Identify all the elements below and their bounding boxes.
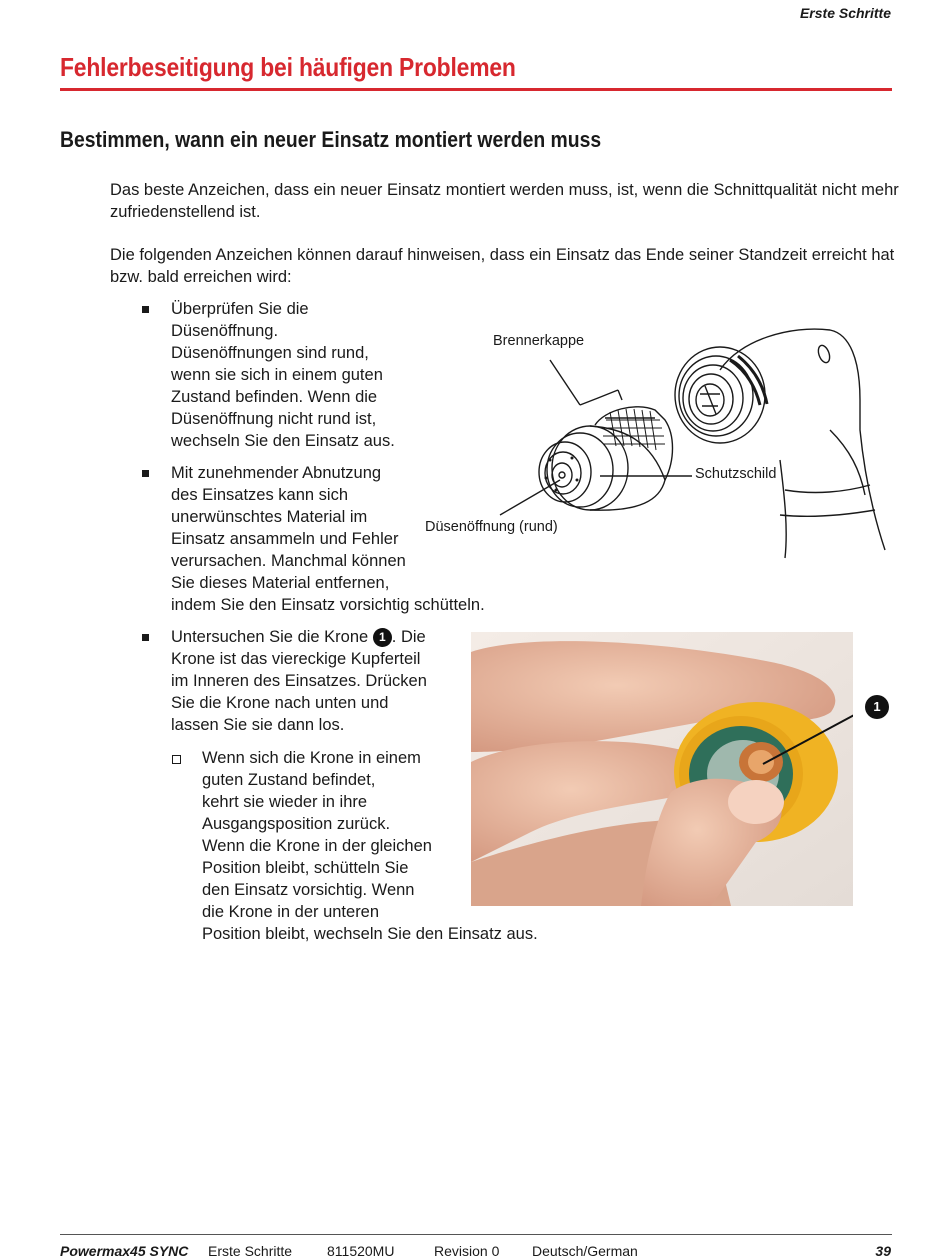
footer-divider xyxy=(60,1234,892,1235)
label-shield: Schutzschild xyxy=(695,466,777,482)
section-heading: Bestimmen, wann ein neuer Einsatz montiert werden muss xyxy=(60,127,602,152)
bullet-debris-text: Mit zunehmender Abnutzung des Einsatzes kann sich unerwünschtes Material im Einsatz ansammeln und Fehler verursachen. Manchmal können Sie dieses Material entfernen, indem Sie den Einsatz vorsichtig schütteln. xyxy=(171,464,485,614)
footer-doc-number: 811520MU xyxy=(327,1243,395,1259)
footer-language: Deutsch/German xyxy=(532,1243,638,1259)
callout-number-inline: 1 xyxy=(373,628,392,647)
bullet-marker xyxy=(142,306,149,313)
page-number: 39 xyxy=(875,1243,891,1259)
bullet-crown-text: Untersuchen Sie die Krone 1 . Die Krone ist das viereckige Kupferteil im Inneren des Einsatzes. Drücken Sie die Krone nach unten und lassen Sie sie dann los. xyxy=(171,628,427,734)
bullet-marker xyxy=(142,470,149,477)
cartridge-photo xyxy=(471,632,853,906)
running-header: Erste Schritte xyxy=(799,5,891,21)
footer-product: Powermax45 SYNC xyxy=(60,1243,189,1259)
subbullet-text: Wenn sich die Krone in einem guten Zustand befindet, kehrt sie wieder in ihre Ausgangsposition zurück. Wenn die Krone in der gleichen Position bleibt, schütteln Sie den Einsatz vorsichtig. Wenn die Krone in der unteren Position bleibt, wechseln Sie den Einsatz aus. xyxy=(202,749,538,943)
title-divider xyxy=(60,88,892,91)
footer-revision: Revision 0 xyxy=(434,1243,500,1259)
intro-paragraph: Das beste Anzeichen, dass ein neuer Einsatz montiert werden muss, ist, wenn die Schnittqualität nicht mehr zufriedenstellend ist. xyxy=(110,181,899,221)
footer-section: Erste Schritte xyxy=(208,1243,293,1259)
signs-paragraph: Die folgenden Anzeichen können darauf hinweisen, dass ein Einsatz das Ende seiner Standzeit erreicht hat bzw. bald erreichen wird: xyxy=(110,246,895,286)
callout-crown: 1 xyxy=(865,695,889,719)
label-torch-cap: Brennerkappe xyxy=(493,333,585,349)
label-orifice: Düsenöffnung (rund) xyxy=(425,519,558,535)
page-title: Fehlerbeseitigung bei häufigen Problemen xyxy=(60,52,516,82)
bullet-orifice-text: Überprüfen Sie die Düsenöffnung. Düsenöffnungen sind rund, wenn sie sich in einem guten Zustand befinden. Wenn die Düsenöffnung nicht rund ist, wechseln Sie den Einsatz aus. xyxy=(171,300,395,450)
subbullet-marker xyxy=(172,755,181,764)
bullet-marker xyxy=(142,634,149,641)
